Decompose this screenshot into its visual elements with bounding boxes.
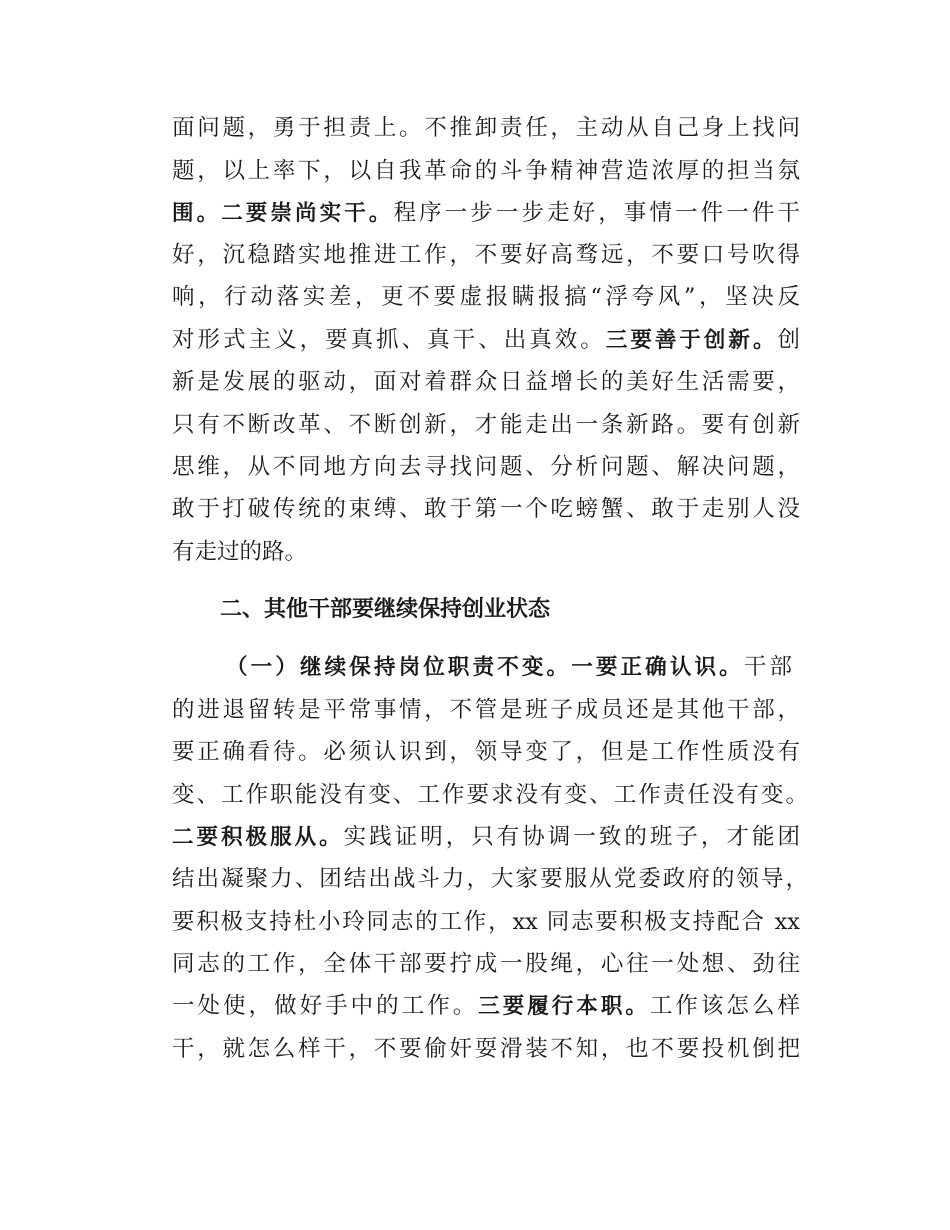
body-text-line: 围。二要崇尚实干。程序一步一步走好，事情一件一件干	[172, 200, 800, 226]
body-text-line: 二要积极服从。实践证明，只有协调一致的班子，才能团	[172, 824, 800, 850]
section-heading: 二、其他干部要继续保持创业状态	[220, 597, 551, 622]
body-text-line: 响，行动落实差，更不要虚报瞒报搞“浮夸风”，坚决反	[172, 284, 800, 310]
body-text-line: 有走过的路。	[172, 539, 308, 565]
body-text-line: 要积极支持杜小玲同志的工作，xx 同志要积极支持配合 xx	[172, 909, 800, 935]
bold-phrase: 三要善于创新。	[605, 328, 778, 353]
bold-phrase: 围。二要崇尚实干。	[172, 201, 394, 226]
body-text-line: 题，以上率下，以自我革命的斗争精神营造浓厚的担当氛	[172, 158, 800, 184]
bold-phrase: 二要积极服从。	[172, 825, 344, 850]
body-text-line: 思维，从不同地方向去寻找问题、分析问题、解决问题，	[172, 454, 800, 480]
body-text-line: 同志的工作，全体干部要拧成一股绳，心往一处想、劲往	[172, 951, 800, 977]
body-text-line: 新是发展的驱动，面对着群众日益增长的美好生活需要，	[172, 369, 800, 395]
body-text-line: 敢于打破传统的束缚、敢于第一个吃螃蟹、敢于走别人没	[172, 496, 800, 522]
bold-phrase: （一）继续保持岗位职责不变。一要正确认识。	[226, 655, 744, 680]
body-text-line: 结出凝聚力、团结出战斗力，大家要服从党委政府的领导，	[172, 866, 808, 892]
body-text-line: 面问题，勇于担责上。不推卸责任，主动从自己身上找问	[172, 115, 800, 141]
body-text-line: 干，就怎么样干，不要偷奸耍滑装不知，也不要投机倒把	[172, 1036, 800, 1062]
bold-phrase: 三要履行本职。	[478, 994, 650, 1019]
body-text-line: 一处使，做好手中的工作。三要履行本职。工作该怎么样	[172, 993, 800, 1019]
body-text-line: 的进退留转是平常事情，不管是班子成员还是其他干部，	[172, 697, 800, 723]
body-text-line: （一）继续保持岗位职责不变。一要正确认识。干部	[226, 654, 792, 680]
body-text-line: 变、工作职能没有变、工作要求没有变、工作责任没有变。	[172, 782, 808, 808]
body-text-line: 好，沉稳踏实地推进工作，不要好高骛远，不要口号吹得	[172, 242, 800, 268]
body-text-line: 要正确看待。必须认识到，领导变了，但是工作性质没有	[172, 739, 800, 765]
body-text-line: 对形式主义，要真抓、真干、出真效。三要善于创新。创	[172, 327, 800, 353]
body-text-line: 只有不断改革、不断创新，才能走出一条新路。要有创新	[172, 412, 800, 438]
